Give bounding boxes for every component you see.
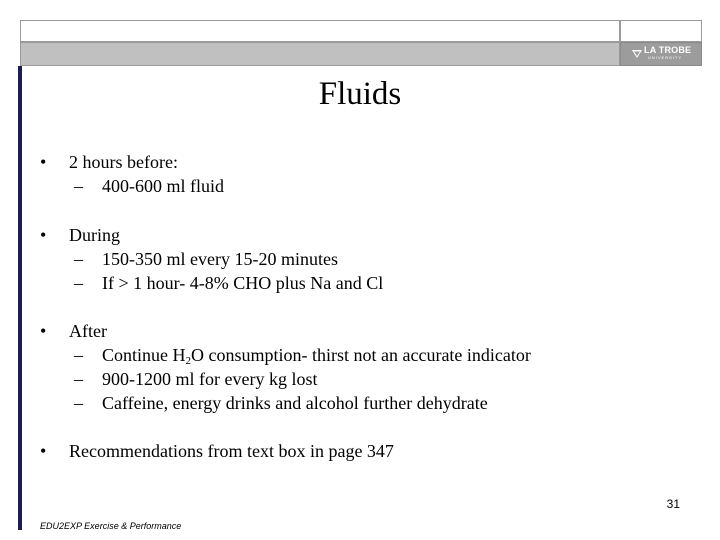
sub-bullet-marker: – [74,393,83,413]
text-fragment: O consumption- thirst not an accurate indicator [191,345,531,365]
sub-bullet-marker: – [74,369,83,389]
logo-wordmark: LA TROBE [644,45,692,55]
bullet-marker: • [40,441,47,461]
sub-bullet-text: 900-1200 ml for every kg lost [102,369,318,389]
bullet-text: Recommendations from text box in page 347 [69,441,394,461]
logo-subtext: UNIVERSITY [648,55,683,60]
bullet-text: 2 hours before: [69,152,178,172]
sub-bullet-text: 150-350 ml every 15-20 minutes [102,249,338,269]
sub-bullet-marker: – [74,345,83,365]
header-top-right-box [620,20,702,42]
sub-bullet-text: Caffeine, energy drinks and alcohol further dehydrate [102,393,488,413]
page-number: 31 [666,497,680,511]
subscript: 2 [185,355,191,367]
bullet-text: During [69,225,120,245]
bullet-text: After [69,321,107,341]
sub-bullet-text [102,343,531,367]
course-footer: EDU2EXP Exercise & Performance [40,521,182,531]
sub-bullet-marker: – [74,249,83,269]
bullet-marker: • [40,321,47,341]
left-accent-bar [18,66,22,530]
bullet-marker: • [40,225,47,245]
sub-bullet-text: If > 1 hour- 4-8% CHO plus Na and Cl [102,273,384,293]
university-logo [632,44,692,64]
slide-title: Fluids [318,76,402,112]
sub-bullet-text: 400-600 ml fluid [102,176,224,196]
header-top-band [20,20,620,42]
bullet-marker: • [40,152,47,172]
header-grey-band [20,42,620,66]
sub-bullet-marker: – [74,176,83,196]
sub-bullet-marker: – [74,273,83,293]
crest-icon [632,48,642,58]
text-fragment: Continue H [102,345,186,365]
